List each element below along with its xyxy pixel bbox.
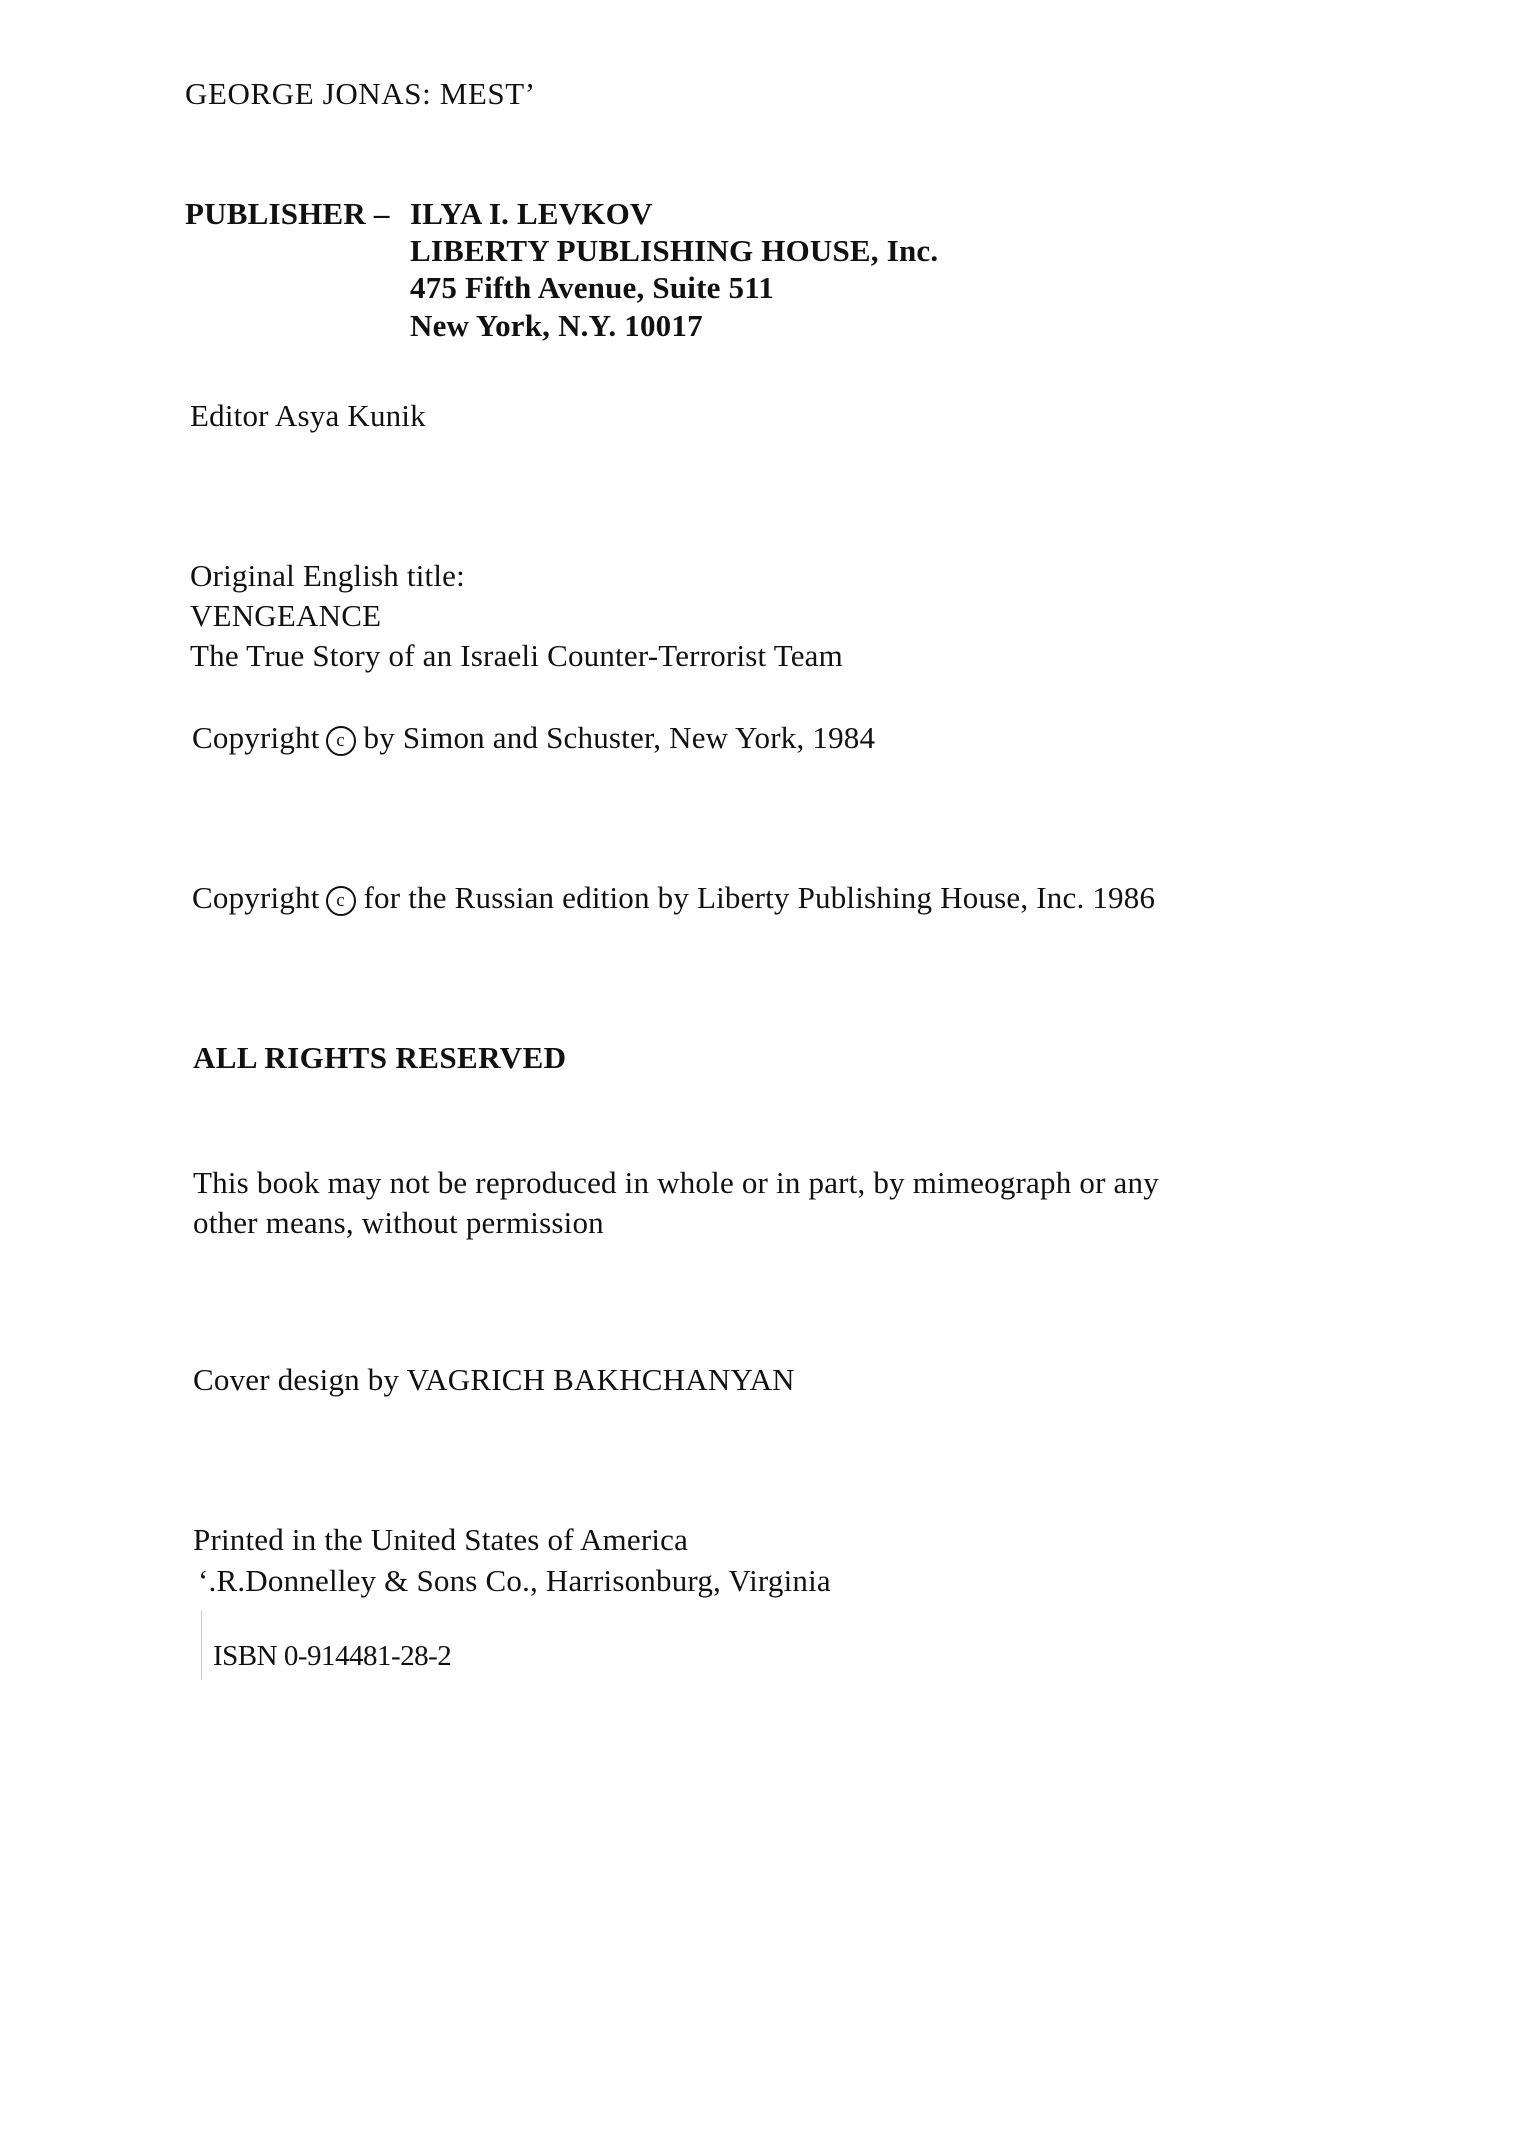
copyright-icon: c [326,726,356,756]
publishing-house: LIBERTY PUBLISHING HOUSE, Inc. [410,233,939,268]
isbn: ISBN 0-914481-28-2 [213,1640,452,1672]
rights-reserved: ALL RIGHTS RESERVED [193,1040,567,1075]
copyright-original [192,720,875,756]
copyright-text: for the Russian edition by Liberty Publishing House, Inc. 1986 [363,880,1156,915]
copyright-prefix: Copyright [192,880,320,915]
publisher-name: ILYA I. LEVKOV [410,196,653,231]
editor-credit: Editor Asya Kunik [190,398,426,433]
reproduction-notice-line1: This book may not be reproduced in whole or in part, by mimeograph or any [193,1165,1159,1200]
book-header: GEORGE JONAS: MEST’ [185,76,536,111]
copyright-russian [192,880,1155,916]
publisher-address-line2: New York, N.Y. 10017 [410,308,703,343]
cover-design-credit: Cover design by VAGRICH BAKHCHANYAN [193,1362,795,1397]
copyright-text: by Simon and Schuster, New York, 1984 [363,720,876,755]
publisher-label: PUBLISHER – [185,196,390,231]
original-subtitle: The True Story of an Israeli Counter-Terrorist Team [190,638,843,673]
original-title-label: Original English title: [190,558,465,593]
printer: ‘.R.Donnelley & Sons Co., Harrisonburg, Virginia [198,1563,831,1598]
copyright-icon: c [326,886,356,916]
original-title: VENGEANCE [190,598,382,633]
scan-artifact [201,1610,202,1680]
reproduction-notice-line2: other means, without permission [193,1205,604,1240]
publisher-address-line1: 475 Fifth Avenue, Suite 511 [410,270,774,305]
printed-in: Printed in the United States of America [193,1522,689,1557]
copyright-prefix: Copyright [192,720,320,755]
